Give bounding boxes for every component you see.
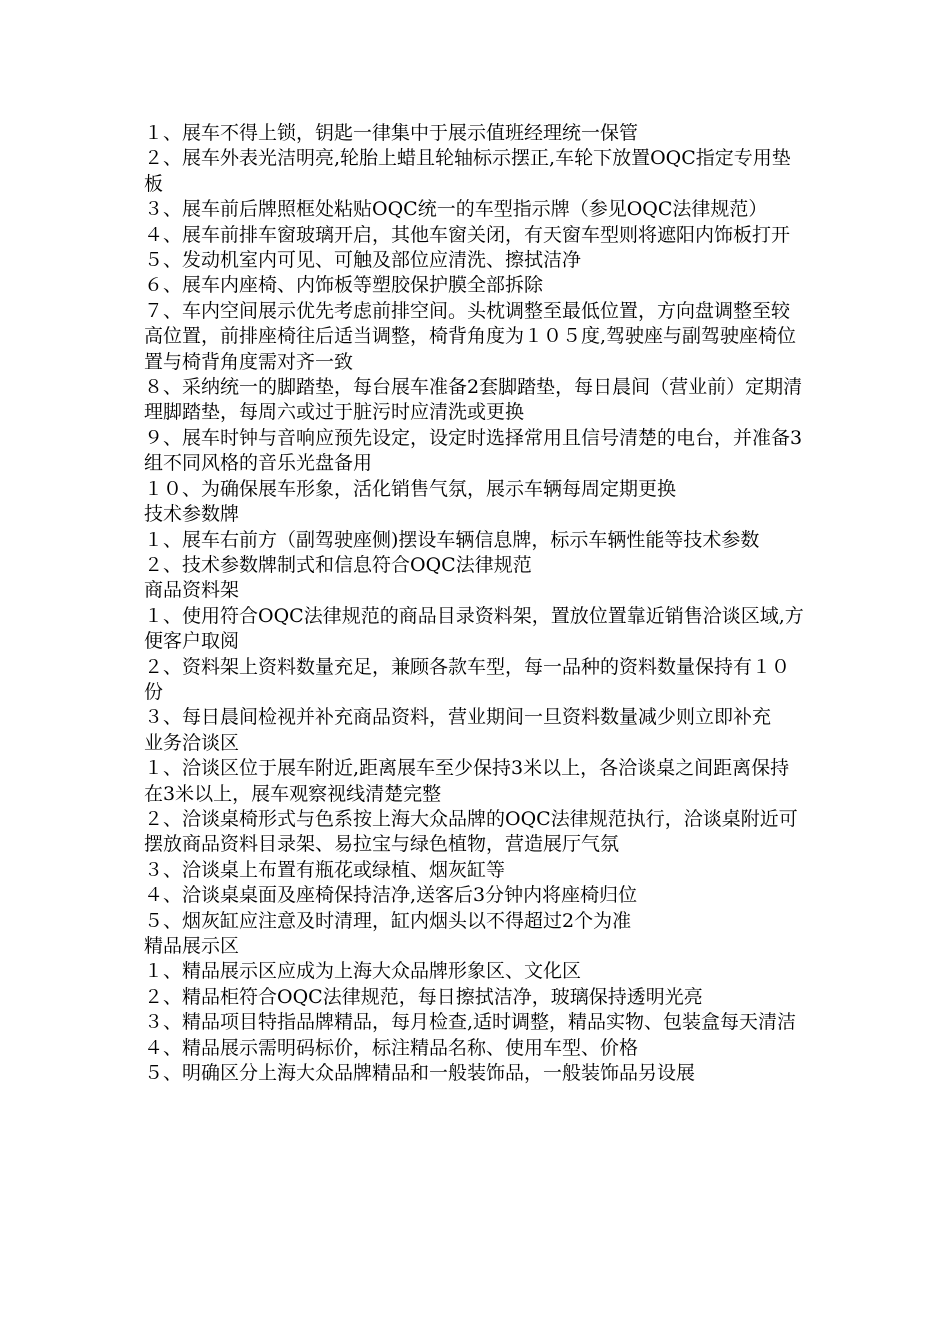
paragraph-tech-params-rule-2: ２、技术参数牌制式和信息符合OQC法律规范 xyxy=(144,553,532,576)
section-heading-brochure-rack: 商品资料架 xyxy=(144,579,240,602)
paragraph-display-rule-9: ９、展车时钟与音响应预先设定，设定时选择常用且信号清楚的电台，并准备3组不同风格的音乐光盘备用 xyxy=(144,426,803,475)
paragraph-boutique-rule-2: ２、精品柜符合OQC法律规范，每日擦拭洁净，玻璃保持透明光亮 xyxy=(144,985,703,1008)
paragraph-display-rule-4: ４、展车前排车窗玻璃开启，其他车窗关闭，有天窗车型则将遮阳内饰板打开 xyxy=(144,223,791,246)
document-page xyxy=(144,121,808,1086)
paragraph-boutique-rule-3: ３、精品项目特指品牌精品，每月检查,适时调整，精品实物、包装盒每天清洁 xyxy=(144,1011,797,1034)
paragraph-negotiation-rule-2: ２、洽谈桌椅形式与色系按上海大众品牌的OQC法律规范执行，洽谈桌附近可摆放商品资料目录架、易拉宝与绿色植物，营造展厅气氛 xyxy=(144,807,798,856)
paragraph-display-rule-7: ７、车内空间展示优先考虑前排空间。头枕调整至最低位置，方向盘调整至较高位置，前排座椅往后适当调整，椅背角度为１０５度,驾驶座与副驾驶座椅位置与椅背角度需对齐一致 xyxy=(144,299,797,373)
paragraph-negotiation-rule-1: １、洽谈区位于展车附近,距离展车至少保持3米以上，各洽谈桌之间距离保持在3米以上，展车观察视线清楚完整 xyxy=(144,757,790,805)
paragraph-boutique-rule-1: １、精品展示区应成为上海大众品牌形象区、文化区 xyxy=(144,960,582,983)
paragraph-brochure-rule-1: １、使用符合OQC法律规范的商品目录资料架，置放位置靠近销售洽谈区域,方便客户取阅 xyxy=(144,604,804,653)
paragraph-display-rule-8: ８、采纳统一的脚踏垫，每台展车准备2套脚踏垫，每日晨间（营业前）定期清理脚踏垫，每周六或过于脏污时应清洗或更换 xyxy=(144,376,803,424)
paragraph-brochure-rule-2: ２、资料架上资料数量充足，兼顾各款车型，每一品种的资料数量保持有１０份 xyxy=(144,655,791,703)
paragraph-display-rule-3: ３、展车前后牌照框处粘贴OQC统一的车型指示牌（参见OQC法律规范） xyxy=(144,198,768,221)
section-heading-boutique-area: 精品展示区 xyxy=(144,935,240,957)
paragraph-negotiation-rule-3: ３、洽谈桌上布置有瓶花或绿植、烟灰缸等 xyxy=(144,858,506,881)
paragraph-display-rule-5: ５、发动机室内可见、可触及部位应清洗、擦拭洁净 xyxy=(144,249,582,272)
paragraph-display-rule-1: １、展车不得上锁，钥匙一律集中于展示值班经理统一保管 xyxy=(144,122,639,144)
paragraph-boutique-rule-4: ４、精品展示需明码标价，标注精品名称、使用车型、价格 xyxy=(144,1036,639,1059)
paragraph-display-rule-6: ６、展车内座椅、内饰板等塑胶保护膜全部拆除 xyxy=(144,274,544,297)
paragraph-negotiation-rule-4: ４、洽谈桌桌面及座椅保持洁净,送客后3分钟内将座椅归位 xyxy=(144,884,638,907)
paragraph-tech-params-rule-1: １、展车右前方（副驾驶座侧)摆设车辆信息牌，标示车辆性能等技术参数 xyxy=(144,528,760,551)
section-heading-negotiation-area: 业务洽谈区 xyxy=(144,731,240,754)
paragraph-display-rule-10: １０、为确保展车形象，活化销售气氛，展示车辆每周定期更换 xyxy=(144,477,677,500)
paragraph-brochure-rule-3: ３、每日晨间检视并补充商品资料，营业期间一旦资料数量减少则立即补充 xyxy=(144,706,772,729)
section-heading-tech-params: 技术参数牌 xyxy=(144,503,240,526)
paragraph-negotiation-rule-5: ５、烟灰缸应注意及时清理，缸内烟头以不得超过2个为准 xyxy=(144,909,632,932)
paragraph-display-rule-2: ２、展车外表光洁明亮,轮胎上蜡且轮轴标示摆正,车轮下放置OQC指定专用垫板 xyxy=(144,147,791,195)
paragraph-boutique-rule-5: ５、明确区分上海大众品牌精品和一般装饰品，一般装饰品另设展 xyxy=(144,1062,696,1085)
